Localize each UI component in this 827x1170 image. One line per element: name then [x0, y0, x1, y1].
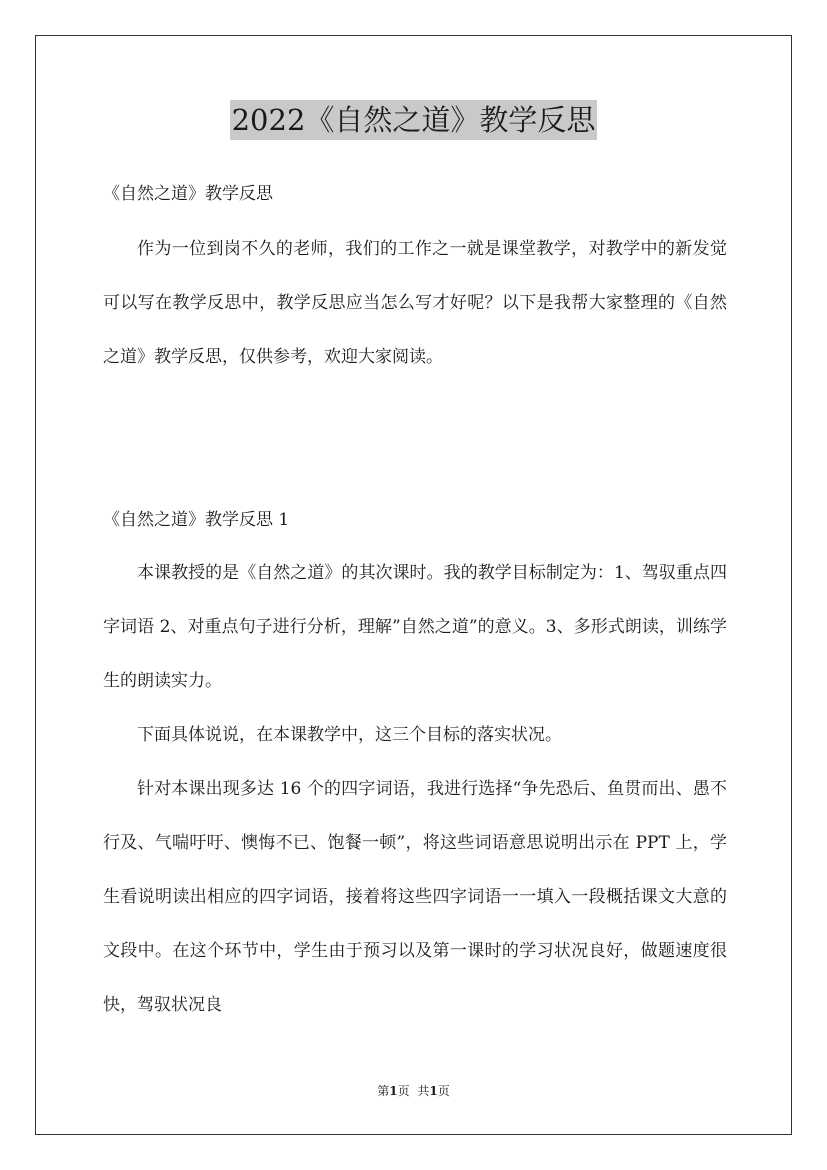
total-prefix: 共 [417, 1084, 430, 1098]
section1-paragraph-1: 本课教授的是《自然之道》的其次课时。我的教学目标制定为：1、驾驭重点四字词语 2、对重点句子进行分析，理解”自然之道”的意义。3、多形式朗读，训练学生的朗读实力。 [103, 563, 727, 691]
title-container [0, 100, 827, 140]
page-number: 1 [389, 1084, 398, 1098]
page-prefix: 第 [377, 1084, 390, 1098]
total-pages: 1 [429, 1084, 438, 1098]
section1-paragraph-2: 下面具体说说，在本课教学中，这三个目标的落实状况。 [137, 725, 562, 745]
section-heading-1: 《自然之道》教学反思 1 [103, 510, 290, 530]
subtitle: 《自然之道》教学反思 [103, 184, 273, 204]
page-suffix: 页 [397, 1084, 410, 1098]
document-title: 2022《自然之道》教学反思 [230, 100, 598, 140]
section1-paragraph-3: 针对本课出现多达 16 个的四字词语，我进行选择“争先恐后、鱼贯而出、愚不行及、气喘吁吁、懊悔不已、饱餐一顿”，将这些词语意思说明出示在 PPT 上，学生看说明读出相应的四字词语，接着将这些四字词语一一填入一段概括课文大意的文段中。在这个环节中，学生由于预习以及第一课时的学习状况良好，做题速度很快，驾驭状况良 [103, 779, 727, 1015]
total-suffix: 页 [437, 1084, 450, 1098]
page-footer [0, 1082, 827, 1099]
intro-paragraph: 作为一位到岗不久的老师，我们的工作之一就是课堂教学，对教学中的新发觉可以写在教学反思中，教学反思应当怎么写才好呢？以下是我帮大家整理的《自然之道》教学反思，仅供参考，欢迎大家阅读。 [103, 239, 727, 367]
